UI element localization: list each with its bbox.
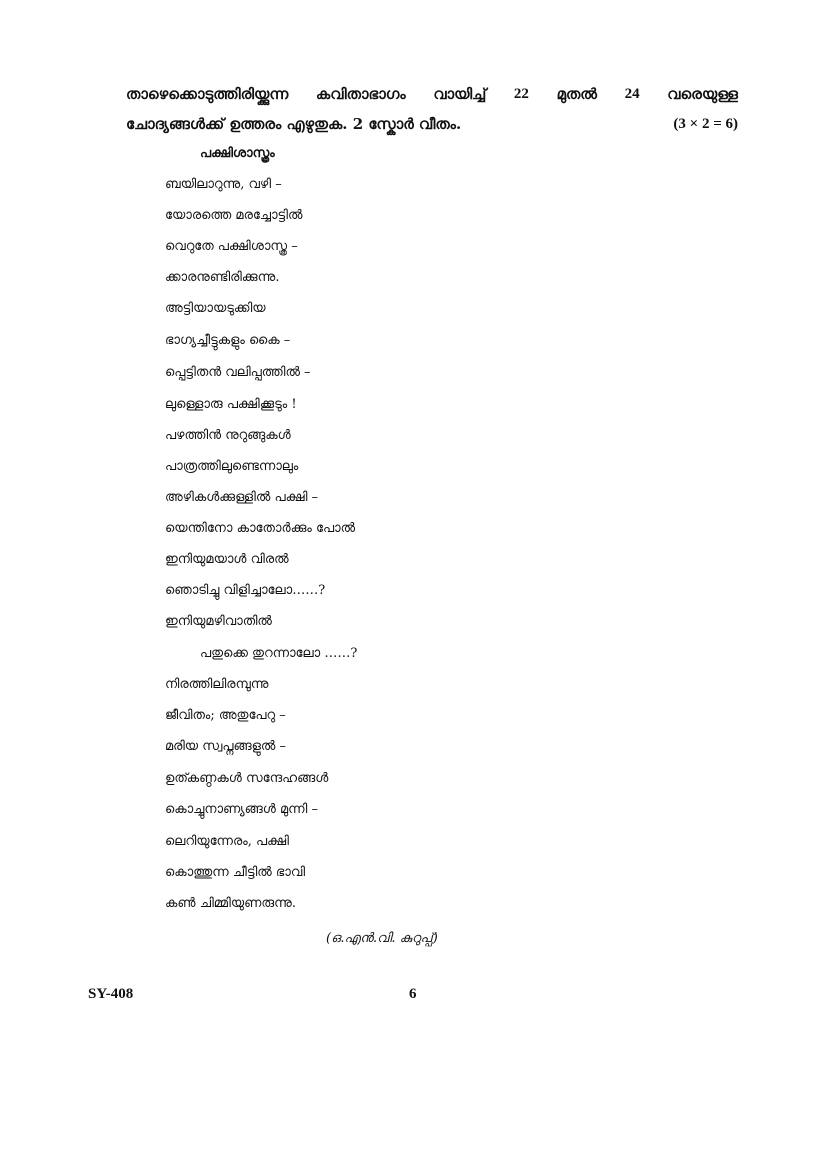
- poem-line: ഭാഗ്യച്ചീട്ടുകളും കൈ –: [165, 333, 291, 348]
- poem-attribution: (ഒ.എൻ.വി. കുറുപ്പ്): [326, 931, 438, 946]
- footer-page-number: 6: [409, 986, 417, 1002]
- poem-line: ഞൊടിച്ചു വിളിച്ചാലോ……?: [165, 583, 326, 598]
- poem-line: പാത്രത്തിലുണ്ടെന്നാലും: [165, 459, 299, 474]
- poem-line: ഉത്കണ്ഠകൾ സന്ദേഹങ്ങൾ: [165, 771, 329, 786]
- instructions-line-1: [126, 84, 738, 104]
- poem-line: ബയിലാറുന്നു, വഴി –: [165, 177, 282, 192]
- poem-title: പക്ഷിശാസ്ത്രം: [200, 146, 275, 161]
- poem-line: ലെറിയുന്നേരം, പക്ഷി: [165, 834, 289, 849]
- instruction-word: കവിതാഭാഗം: [315, 85, 406, 103]
- instruction-word: വായിച്ച്: [433, 85, 487, 103]
- poem-line: യോരത്തെ മരച്ചോട്ടിൽ: [165, 208, 303, 223]
- poem-line: പതുക്കെ തുറന്നാലോ ……?: [200, 646, 358, 661]
- instructions-line-2: [126, 114, 738, 134]
- poem-line: കൺ ചിമ്മിയുണരുന്നു.: [165, 896, 296, 911]
- poem-line: ഇനിയുമഴിവാതിൽ: [165, 614, 272, 629]
- instruction-word: 24: [624, 86, 640, 102]
- instruction-word: വരെയുള്ള: [667, 85, 738, 103]
- instruction-word: മുതൽ: [556, 85, 598, 103]
- poem-line: പഴത്തിൻ നുറുങ്ങുകൾ: [165, 428, 291, 443]
- poem-line: യെന്തിനോ കാതോർക്കും പോൽ: [165, 521, 356, 536]
- footer-exam-code: SY-408: [88, 986, 134, 1002]
- poem-line: അട്ടിയായടുക്കിയ: [165, 301, 266, 316]
- poem-line: നിരത്തിലിരമ്പുന്നു: [165, 677, 269, 692]
- poem-line: പ്പെട്ടിതൻ വലിപ്പത്തിൽ –: [165, 365, 311, 380]
- poem-line: അഴികൾക്കുള്ളിൽ പക്ഷി –: [165, 490, 319, 505]
- poem-line: ക്കാരനുണ്ടിരിക്കുന്നു.: [165, 270, 280, 285]
- poem-line: കൊച്ചുനാണ്യങ്ങൾ മുന്നി –: [165, 802, 318, 817]
- poem-line: ഇനിയുമയാൾ വിരൽ: [165, 552, 289, 567]
- instruction-word: താഴെക്കൊടുത്തിരിയ്ക്കുന്ന: [126, 85, 289, 103]
- poem-line: മരിയ സ്വപ്നങ്ങളുൽ –: [165, 739, 286, 754]
- instruction-word: 22: [513, 86, 529, 102]
- instruction-text: ചോദ്യങ്ങൾക്ക് ഉത്തരം എഴുതുക. 2 സ്കോർ വീതം.: [126, 115, 462, 133]
- poem-line: വെറുതേ പക്ഷിശാസ്ത്ര –: [165, 239, 298, 254]
- marks-allocation: (3 × 2 = 6): [673, 116, 738, 132]
- poem-line: ലുള്ളൊരു പക്ഷിക്കൂടും !: [165, 397, 297, 412]
- poem-line: കൊത്തുന്ന ചീട്ടിൽ ഭാവി: [165, 865, 306, 880]
- poem-line: ജീവിതം; അതുപേറു –: [165, 708, 286, 723]
